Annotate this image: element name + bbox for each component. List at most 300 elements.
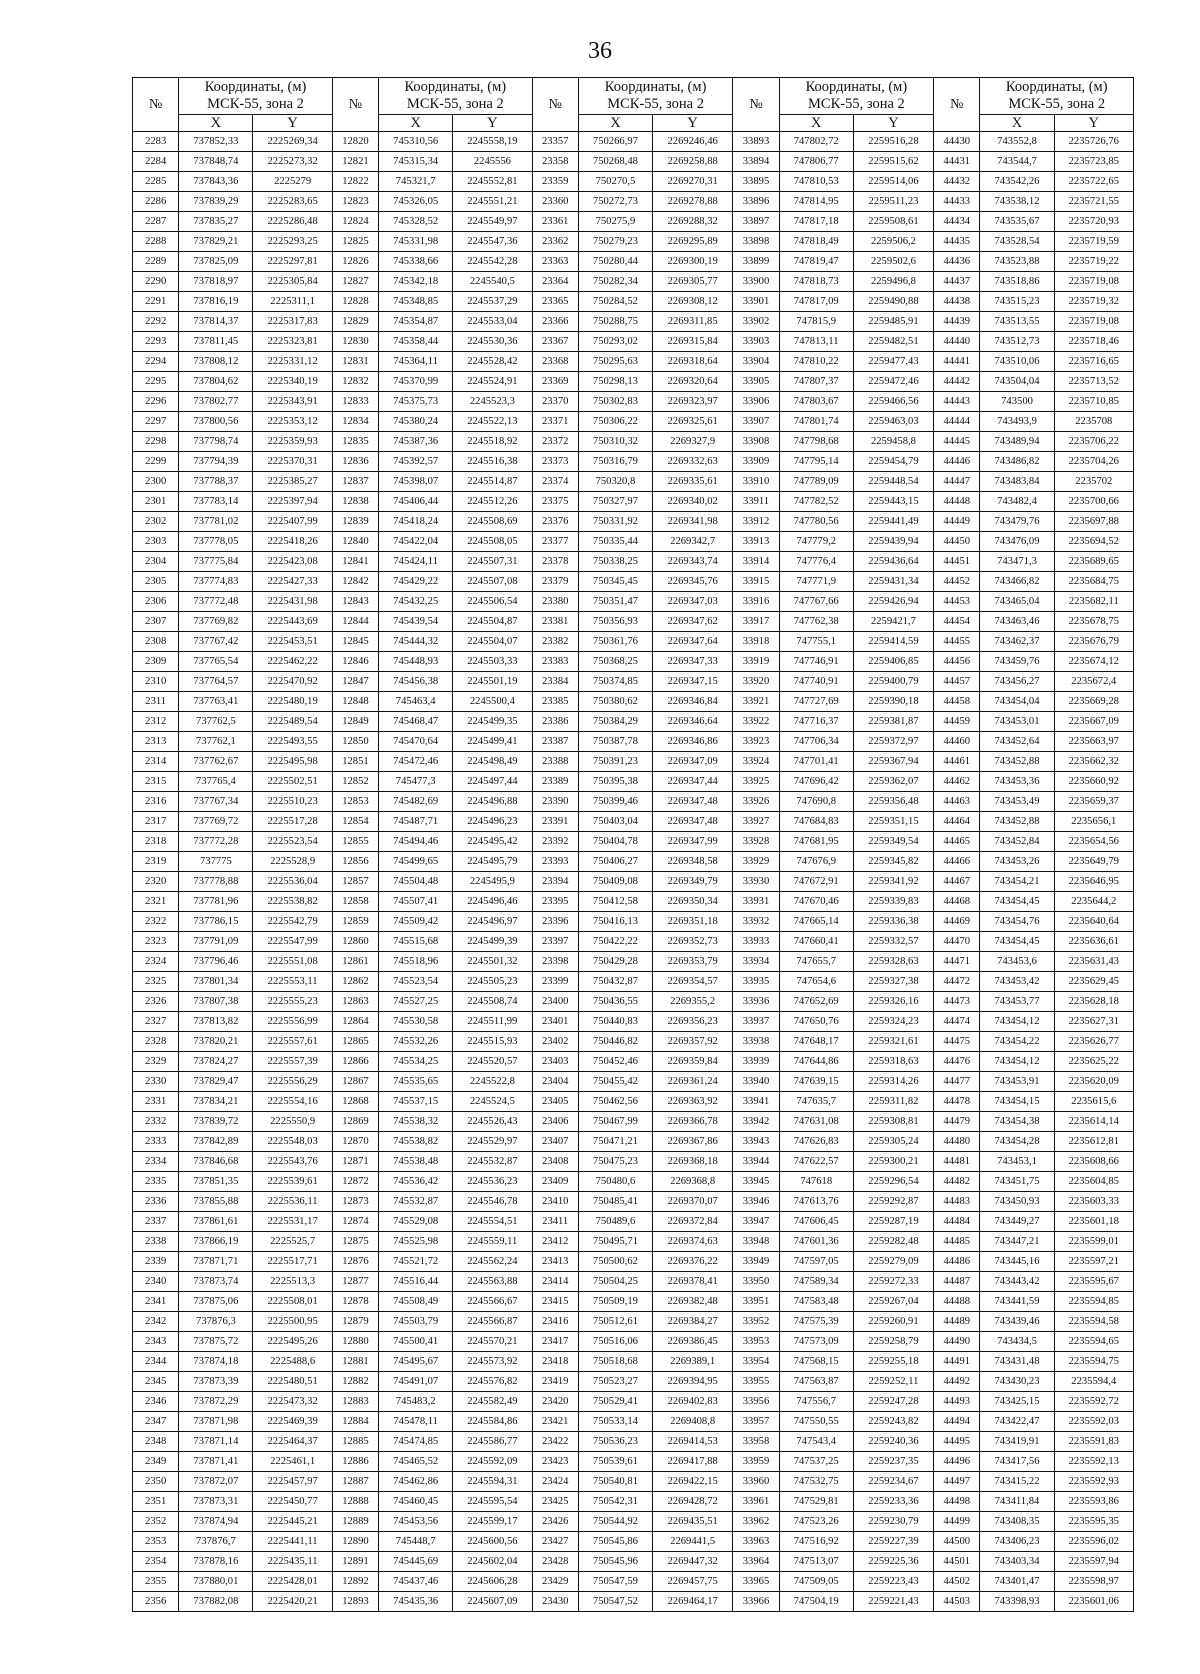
y-coordinate-cell: 2245508,05 bbox=[453, 532, 532, 552]
table-row bbox=[133, 752, 1134, 772]
point-number-cell: 44480 bbox=[934, 1132, 980, 1152]
x-coordinate-cell: 743454,76 bbox=[980, 912, 1054, 932]
x-coordinate-cell: 747652,69 bbox=[779, 992, 853, 1012]
y-coordinate-cell: 2245607,09 bbox=[453, 1592, 532, 1612]
point-number-cell: 33898 bbox=[733, 232, 779, 252]
point-number-cell: 44498 bbox=[934, 1492, 980, 1512]
x-coordinate-cell: 743453,91 bbox=[980, 1072, 1054, 1092]
y-coordinate-cell: 2235704,26 bbox=[1054, 452, 1133, 472]
x-coordinate-cell: 743523,88 bbox=[980, 252, 1054, 272]
y-coordinate-cell: 2235596,02 bbox=[1054, 1532, 1133, 1552]
point-number-cell: 33923 bbox=[733, 732, 779, 752]
y-coordinate-cell: 2225269,34 bbox=[253, 132, 332, 152]
y-coordinate-cell: 2259463,03 bbox=[853, 412, 933, 432]
table-row bbox=[133, 1372, 1134, 1392]
x-coordinate-cell: 743443,42 bbox=[980, 1272, 1054, 1292]
point-number-cell: 33951 bbox=[733, 1292, 779, 1312]
x-coordinate-cell: 747583,48 bbox=[779, 1292, 853, 1312]
point-number-cell: 44441 bbox=[934, 352, 980, 372]
point-number-cell: 33900 bbox=[733, 272, 779, 292]
x-coordinate-cell: 743452,88 bbox=[980, 752, 1054, 772]
y-coordinate-cell: 2225305,84 bbox=[253, 272, 332, 292]
point-number-cell: 23429 bbox=[532, 1572, 578, 1592]
point-number-cell: 33901 bbox=[733, 292, 779, 312]
y-coordinate-cell: 2225343,91 bbox=[253, 392, 332, 412]
x-coordinate-cell: 750331,92 bbox=[578, 512, 652, 532]
point-number-cell: 2346 bbox=[133, 1392, 179, 1412]
y-coordinate-cell: 2225555,23 bbox=[253, 992, 332, 1012]
point-number-cell: 44496 bbox=[934, 1452, 980, 1472]
x-coordinate-cell: 743489,94 bbox=[980, 432, 1054, 452]
point-number-cell: 23427 bbox=[532, 1532, 578, 1552]
y-coordinate-cell: 2245507,08 bbox=[453, 572, 532, 592]
x-coordinate-cell: 747550,55 bbox=[779, 1412, 853, 1432]
y-coordinate-cell: 2225528,9 bbox=[253, 852, 332, 872]
page-number: 36 bbox=[588, 38, 612, 64]
point-number-cell: 12828 bbox=[332, 292, 378, 312]
table-row bbox=[133, 892, 1134, 912]
y-coordinate-cell: 2269357,92 bbox=[653, 1032, 733, 1052]
point-number-cell: 12830 bbox=[332, 332, 378, 352]
table-row bbox=[133, 812, 1134, 832]
y-coordinate-cell: 2235597,94 bbox=[1054, 1552, 1133, 1572]
point-number-cell: 23361 bbox=[532, 212, 578, 232]
y-coordinate-cell: 2269408,8 bbox=[653, 1412, 733, 1432]
point-number-cell: 33908 bbox=[733, 432, 779, 452]
point-number-cell: 44435 bbox=[934, 232, 980, 252]
y-coordinate-cell: 2269370,07 bbox=[653, 1192, 733, 1212]
x-coordinate-cell: 747601,36 bbox=[779, 1232, 853, 1252]
y-coordinate-cell: 2245551,21 bbox=[453, 192, 532, 212]
table-row bbox=[133, 1292, 1134, 1312]
x-coordinate-cell: 747795,14 bbox=[779, 452, 853, 472]
table-row bbox=[133, 532, 1134, 552]
point-number-cell: 23387 bbox=[532, 732, 578, 752]
x-coordinate-cell: 750516,06 bbox=[578, 1332, 652, 1352]
y-column-header: Y bbox=[653, 115, 733, 132]
y-coordinate-cell: 2259234,67 bbox=[853, 1472, 933, 1492]
y-coordinate-cell: 2259443,15 bbox=[853, 492, 933, 512]
point-number-cell: 2305 bbox=[133, 572, 179, 592]
point-number-cell: 44438 bbox=[934, 292, 980, 312]
point-number-cell: 2335 bbox=[133, 1172, 179, 1192]
point-number-cell: 33964 bbox=[733, 1552, 779, 1572]
point-number-cell: 33963 bbox=[733, 1532, 779, 1552]
x-coordinate-cell: 745375,73 bbox=[379, 392, 453, 412]
x-coordinate-cell: 737811,45 bbox=[179, 332, 253, 352]
y-coordinate-cell: 2225556,99 bbox=[253, 1012, 332, 1032]
point-number-cell: 12866 bbox=[332, 1052, 378, 1072]
table-row bbox=[133, 332, 1134, 352]
point-number-cell: 12843 bbox=[332, 592, 378, 612]
x-coordinate-cell: 747701,41 bbox=[779, 752, 853, 772]
point-number-cell: 44477 bbox=[934, 1072, 980, 1092]
point-number-cell: 33949 bbox=[733, 1252, 779, 1272]
x-coordinate-cell: 747684,83 bbox=[779, 812, 853, 832]
y-coordinate-cell: 2225531,17 bbox=[253, 1212, 332, 1232]
point-number-cell: 12833 bbox=[332, 392, 378, 412]
point-number-cell: 23389 bbox=[532, 772, 578, 792]
x-coordinate-cell: 747814,95 bbox=[779, 192, 853, 212]
x-coordinate-cell: 737825,09 bbox=[179, 252, 253, 272]
y-coordinate-cell: 2259227,39 bbox=[853, 1532, 933, 1552]
y-coordinate-cell: 2259328,63 bbox=[853, 952, 933, 972]
y-coordinate-cell: 2245594,31 bbox=[453, 1472, 532, 1492]
x-coordinate-cell: 743445,16 bbox=[980, 1252, 1054, 1272]
x-coordinate-cell: 747807,37 bbox=[779, 372, 853, 392]
y-coordinate-cell: 2225495,98 bbox=[253, 752, 332, 772]
x-coordinate-cell: 750533,14 bbox=[578, 1412, 652, 1432]
y-coordinate-cell: 2269311,85 bbox=[653, 312, 733, 332]
x-coordinate-cell: 743417,56 bbox=[980, 1452, 1054, 1472]
point-number-cell: 44466 bbox=[934, 852, 980, 872]
y-coordinate-cell: 2245496,97 bbox=[453, 912, 532, 932]
y-coordinate-cell: 2259496,8 bbox=[853, 272, 933, 292]
point-number-cell: 33917 bbox=[733, 612, 779, 632]
point-number-cell: 44494 bbox=[934, 1412, 980, 1432]
table-row bbox=[133, 1452, 1134, 1472]
y-coordinate-cell: 2259367,94 bbox=[853, 752, 933, 772]
point-number-cell: 44445 bbox=[934, 432, 980, 452]
x-coordinate-cell: 750395,38 bbox=[578, 772, 652, 792]
x-coordinate-cell: 737874,18 bbox=[179, 1352, 253, 1372]
x-coordinate-cell: 745468,47 bbox=[379, 712, 453, 732]
point-number-cell: 12832 bbox=[332, 372, 378, 392]
x-coordinate-cell: 743463,46 bbox=[980, 612, 1054, 632]
x-coordinate-cell: 737765,54 bbox=[179, 652, 253, 672]
coords-group-header bbox=[379, 78, 532, 115]
point-number-cell: 23418 bbox=[532, 1352, 578, 1372]
coords-label-line1: Координаты, (м) bbox=[404, 79, 507, 95]
point-number-cell: 12850 bbox=[332, 732, 378, 752]
x-coordinate-cell: 745482,69 bbox=[379, 792, 453, 812]
point-number-cell: 44437 bbox=[934, 272, 980, 292]
x-coordinate-cell: 750452,46 bbox=[578, 1052, 652, 1072]
y-coordinate-cell: 2225453,51 bbox=[253, 632, 332, 652]
point-number-cell: 33932 bbox=[733, 912, 779, 932]
y-coordinate-cell: 2269376,22 bbox=[653, 1252, 733, 1272]
x-coordinate-cell: 737767,34 bbox=[179, 792, 253, 812]
coords-label-line1: Координаты, (м) bbox=[204, 79, 307, 95]
y-coordinate-cell: 2245505,23 bbox=[453, 972, 532, 992]
y-coordinate-cell: 2235625,22 bbox=[1054, 1052, 1133, 1072]
x-coordinate-cell: 750270,5 bbox=[578, 172, 652, 192]
x-coordinate-cell: 737839,72 bbox=[179, 1112, 253, 1132]
y-coordinate-cell: 2269347,99 bbox=[653, 832, 733, 852]
x-coordinate-cell: 737851,35 bbox=[179, 1172, 253, 1192]
point-number-cell: 33926 bbox=[733, 792, 779, 812]
table-row bbox=[133, 252, 1134, 272]
y-coordinate-cell: 2245503,33 bbox=[453, 652, 532, 672]
point-number-cell: 23421 bbox=[532, 1412, 578, 1432]
point-number-cell: 33927 bbox=[733, 812, 779, 832]
x-coordinate-cell: 737769,72 bbox=[179, 812, 253, 832]
y-coordinate-cell: 2269340,02 bbox=[653, 492, 733, 512]
x-coordinate-cell: 737871,71 bbox=[179, 1252, 253, 1272]
table-row bbox=[133, 632, 1134, 652]
y-coordinate-cell: 2269347,48 bbox=[653, 792, 733, 812]
x-coordinate-cell: 750489,6 bbox=[578, 1212, 652, 1232]
y-coordinate-cell: 2235684,75 bbox=[1054, 572, 1133, 592]
point-number-cell: 33966 bbox=[733, 1592, 779, 1612]
point-number-cell: 2347 bbox=[133, 1412, 179, 1432]
y-coordinate-cell: 2269320,64 bbox=[653, 372, 733, 392]
point-number-cell: 2291 bbox=[133, 292, 179, 312]
point-number-cell: 2283 bbox=[133, 132, 179, 152]
point-number-cell: 2339 bbox=[133, 1252, 179, 1272]
y-coordinate-cell: 2269270,31 bbox=[653, 172, 733, 192]
y-coordinate-cell: 2225488,6 bbox=[253, 1352, 332, 1372]
y-coordinate-cell: 2235598,97 bbox=[1054, 1572, 1133, 1592]
x-coordinate-cell: 745321,7 bbox=[379, 172, 453, 192]
point-number-cell: 33960 bbox=[733, 1472, 779, 1492]
point-number-cell: 2285 bbox=[133, 172, 179, 192]
y-coordinate-cell: 2269305,77 bbox=[653, 272, 733, 292]
y-column-header: Y bbox=[853, 115, 933, 132]
point-number-cell: 23360 bbox=[532, 192, 578, 212]
point-number-cell: 2322 bbox=[133, 912, 179, 932]
x-coordinate-cell: 747716,37 bbox=[779, 712, 853, 732]
y-column-header: Y bbox=[253, 115, 332, 132]
y-coordinate-cell: 2235700,66 bbox=[1054, 492, 1133, 512]
table-row bbox=[133, 1192, 1134, 1212]
point-number-cell: 44493 bbox=[934, 1392, 980, 1412]
point-number-cell: 23392 bbox=[532, 832, 578, 852]
point-number-cell: 12848 bbox=[332, 692, 378, 712]
x-coordinate-cell: 743454,22 bbox=[980, 1032, 1054, 1052]
point-number-cell: 33942 bbox=[733, 1112, 779, 1132]
x-coordinate-cell: 743425,15 bbox=[980, 1392, 1054, 1412]
x-coordinate-cell: 747782,52 bbox=[779, 492, 853, 512]
point-number-cell: 44485 bbox=[934, 1232, 980, 1252]
point-number-cell: 44449 bbox=[934, 512, 980, 532]
x-coordinate-cell: 750409,08 bbox=[578, 872, 652, 892]
y-coordinate-cell: 2269327,9 bbox=[653, 432, 733, 452]
table-row bbox=[133, 272, 1134, 292]
y-coordinate-cell: 2225273,32 bbox=[253, 152, 332, 172]
y-coordinate-cell: 2245507,31 bbox=[453, 552, 532, 572]
table-row bbox=[133, 472, 1134, 492]
point-number-cell: 33895 bbox=[733, 172, 779, 192]
x-coordinate-cell: 743453,42 bbox=[980, 972, 1054, 992]
x-coordinate-cell: 747597,05 bbox=[779, 1252, 853, 1272]
y-coordinate-cell: 2259282,48 bbox=[853, 1232, 933, 1252]
x-coordinate-cell: 747650,76 bbox=[779, 1012, 853, 1032]
point-number-cell: 23391 bbox=[532, 812, 578, 832]
y-coordinate-cell: 2259230,79 bbox=[853, 1512, 933, 1532]
x-coordinate-cell: 737876,3 bbox=[179, 1312, 253, 1332]
y-coordinate-cell: 2225539,61 bbox=[253, 1172, 332, 1192]
x-coordinate-cell: 745470,64 bbox=[379, 732, 453, 752]
point-number-cell: 2341 bbox=[133, 1292, 179, 1312]
point-number-cell: 2319 bbox=[133, 852, 179, 872]
y-coordinate-cell: 2225470,92 bbox=[253, 672, 332, 692]
x-coordinate-cell: 747648,17 bbox=[779, 1032, 853, 1052]
y-coordinate-cell: 2269347,03 bbox=[653, 592, 733, 612]
y-coordinate-cell: 2269359,84 bbox=[653, 1052, 733, 1072]
point-number-cell: 12826 bbox=[332, 252, 378, 272]
y-coordinate-cell: 2225553,11 bbox=[253, 972, 332, 992]
point-number-cell: 23430 bbox=[532, 1592, 578, 1612]
x-coordinate-cell: 750327,97 bbox=[578, 492, 652, 512]
y-coordinate-cell: 2269464,17 bbox=[653, 1592, 733, 1612]
point-number-cell: 23395 bbox=[532, 892, 578, 912]
y-coordinate-cell: 2269350,34 bbox=[653, 892, 733, 912]
x-coordinate-cell: 745370,99 bbox=[379, 372, 453, 392]
x-coordinate-cell: 745465,52 bbox=[379, 1452, 453, 1472]
point-number-cell: 2348 bbox=[133, 1432, 179, 1452]
point-number-cell: 23377 bbox=[532, 532, 578, 552]
y-coordinate-cell: 2269346,86 bbox=[653, 732, 733, 752]
point-number-cell: 23413 bbox=[532, 1252, 578, 1272]
point-number-cell: 2301 bbox=[133, 492, 179, 512]
point-number-cell: 33922 bbox=[733, 712, 779, 732]
y-coordinate-cell: 2269353,79 bbox=[653, 952, 733, 972]
y-coordinate-cell: 2245524,91 bbox=[453, 372, 532, 392]
x-coordinate-cell: 745380,24 bbox=[379, 412, 453, 432]
point-number-cell: 12892 bbox=[332, 1572, 378, 1592]
number-column-header: № bbox=[133, 78, 179, 132]
point-number-cell: 12854 bbox=[332, 812, 378, 832]
point-number-cell: 2349 bbox=[133, 1452, 179, 1472]
point-number-cell: 33944 bbox=[733, 1152, 779, 1172]
x-coordinate-cell: 747810,22 bbox=[779, 352, 853, 372]
x-coordinate-cell: 747818,73 bbox=[779, 272, 853, 292]
y-coordinate-cell: 2235594,58 bbox=[1054, 1312, 1133, 1332]
point-number-cell: 12823 bbox=[332, 192, 378, 212]
x-coordinate-cell: 745331,98 bbox=[379, 232, 453, 252]
y-coordinate-cell: 2235592,72 bbox=[1054, 1392, 1133, 1412]
point-number-cell: 23382 bbox=[532, 632, 578, 652]
y-coordinate-cell: 2259390,18 bbox=[853, 692, 933, 712]
x-coordinate-cell: 750509,19 bbox=[578, 1292, 652, 1312]
x-coordinate-cell: 737872,07 bbox=[179, 1472, 253, 1492]
y-coordinate-cell: 2225423,08 bbox=[253, 552, 332, 572]
y-coordinate-cell: 2259345,82 bbox=[853, 852, 933, 872]
y-coordinate-cell: 2245606,28 bbox=[453, 1572, 532, 1592]
y-coordinate-cell: 2235620,09 bbox=[1054, 1072, 1133, 1092]
y-coordinate-cell: 2245499,41 bbox=[453, 732, 532, 752]
table-row bbox=[133, 312, 1134, 332]
y-coordinate-cell: 2225293,25 bbox=[253, 232, 332, 252]
x-coordinate-cell: 737764,57 bbox=[179, 672, 253, 692]
y-coordinate-cell: 2269295,89 bbox=[653, 232, 733, 252]
point-number-cell: 44455 bbox=[934, 632, 980, 652]
x-coordinate-cell: 743454,45 bbox=[980, 932, 1054, 952]
x-coordinate-cell: 747767,66 bbox=[779, 592, 853, 612]
table-row bbox=[133, 192, 1134, 212]
x-coordinate-cell: 743408,35 bbox=[980, 1512, 1054, 1532]
y-coordinate-cell: 2245602,04 bbox=[453, 1552, 532, 1572]
x-coordinate-cell: 737814,37 bbox=[179, 312, 253, 332]
y-coordinate-cell: 2269347,44 bbox=[653, 772, 733, 792]
y-coordinate-cell: 2225480,19 bbox=[253, 692, 332, 712]
x-coordinate-cell: 747817,18 bbox=[779, 212, 853, 232]
y-coordinate-cell: 2245573,92 bbox=[453, 1352, 532, 1372]
y-coordinate-cell: 2235591,83 bbox=[1054, 1432, 1133, 1452]
point-number-cell: 23400 bbox=[532, 992, 578, 1012]
point-number-cell: 12874 bbox=[332, 1212, 378, 1232]
y-coordinate-cell: 2259414,59 bbox=[853, 632, 933, 652]
y-coordinate-cell: 2259311,82 bbox=[853, 1092, 933, 1112]
y-coordinate-cell: 2225510,23 bbox=[253, 792, 332, 812]
x-coordinate-cell: 737802,77 bbox=[179, 392, 253, 412]
x-coordinate-cell: 750316,79 bbox=[578, 452, 652, 472]
point-number-cell: 33907 bbox=[733, 412, 779, 432]
y-coordinate-cell: 2225443,69 bbox=[253, 612, 332, 632]
x-coordinate-cell: 745530,58 bbox=[379, 1012, 453, 1032]
y-coordinate-cell: 2259258,79 bbox=[853, 1332, 933, 1352]
y-coordinate-cell: 2225359,93 bbox=[253, 432, 332, 452]
point-number-cell: 12858 bbox=[332, 892, 378, 912]
point-number-cell: 33925 bbox=[733, 772, 779, 792]
point-number-cell: 2334 bbox=[133, 1152, 179, 1172]
x-coordinate-cell: 737762,67 bbox=[179, 752, 253, 772]
point-number-cell: 23417 bbox=[532, 1332, 578, 1352]
y-coordinate-cell: 2225550,9 bbox=[253, 1112, 332, 1132]
x-coordinate-cell: 743453,26 bbox=[980, 852, 1054, 872]
y-coordinate-cell: 2235702 bbox=[1054, 472, 1133, 492]
y-coordinate-cell: 2235723,85 bbox=[1054, 152, 1133, 172]
y-coordinate-cell: 2259458,8 bbox=[853, 432, 933, 452]
y-coordinate-cell: 2259349,54 bbox=[853, 832, 933, 852]
y-coordinate-cell: 2225311,1 bbox=[253, 292, 332, 312]
point-number-cell: 44503 bbox=[934, 1592, 980, 1612]
point-number-cell: 12875 bbox=[332, 1232, 378, 1252]
y-coordinate-cell: 2235626,77 bbox=[1054, 1032, 1133, 1052]
y-coordinate-cell: 2225495,26 bbox=[253, 1332, 332, 1352]
x-coordinate-cell: 743454,45 bbox=[980, 892, 1054, 912]
x-coordinate-cell: 745448,7 bbox=[379, 1532, 453, 1552]
x-coordinate-cell: 737874,94 bbox=[179, 1512, 253, 1532]
x-coordinate-cell: 747543,4 bbox=[779, 1432, 853, 1452]
point-number-cell: 2288 bbox=[133, 232, 179, 252]
y-coordinate-cell: 2235721,55 bbox=[1054, 192, 1133, 212]
y-coordinate-cell: 2259356,48 bbox=[853, 792, 933, 812]
x-coordinate-cell: 745463,4 bbox=[379, 692, 453, 712]
x-coordinate-cell: 747780,56 bbox=[779, 512, 853, 532]
point-number-cell: 12820 bbox=[332, 132, 378, 152]
y-coordinate-cell: 2245511,99 bbox=[453, 1012, 532, 1032]
point-number-cell: 33950 bbox=[733, 1272, 779, 1292]
x-coordinate-cell: 750288,75 bbox=[578, 312, 652, 332]
x-coordinate-cell: 743453,77 bbox=[980, 992, 1054, 1012]
y-coordinate-cell: 2269389,1 bbox=[653, 1352, 733, 1372]
coords-label-line2: МСК-55, зона 2 bbox=[1008, 96, 1106, 112]
y-coordinate-cell: 2245498,49 bbox=[453, 752, 532, 772]
x-coordinate-cell: 737876,7 bbox=[179, 1532, 253, 1552]
point-number-cell: 12853 bbox=[332, 792, 378, 812]
point-number-cell: 33961 bbox=[733, 1492, 779, 1512]
table-row bbox=[133, 832, 1134, 852]
point-number-cell: 33902 bbox=[733, 312, 779, 332]
y-coordinate-cell: 2235646,95 bbox=[1054, 872, 1133, 892]
y-coordinate-cell: 2259454,79 bbox=[853, 452, 933, 472]
point-number-cell: 33903 bbox=[733, 332, 779, 352]
x-coordinate-cell: 737842,89 bbox=[179, 1132, 253, 1152]
x-coordinate-cell: 743403,34 bbox=[980, 1552, 1054, 1572]
point-number-cell: 12885 bbox=[332, 1432, 378, 1452]
table-row bbox=[133, 292, 1134, 312]
x-coordinate-cell: 745348,85 bbox=[379, 292, 453, 312]
y-coordinate-cell: 2235603,33 bbox=[1054, 1192, 1133, 1212]
point-number-cell: 12877 bbox=[332, 1272, 378, 1292]
point-number-cell: 23423 bbox=[532, 1452, 578, 1472]
point-number-cell: 44483 bbox=[934, 1192, 980, 1212]
y-coordinate-cell: 2269308,12 bbox=[653, 292, 733, 312]
point-number-cell: 2329 bbox=[133, 1052, 179, 1072]
x-coordinate-cell: 743500 bbox=[980, 392, 1054, 412]
